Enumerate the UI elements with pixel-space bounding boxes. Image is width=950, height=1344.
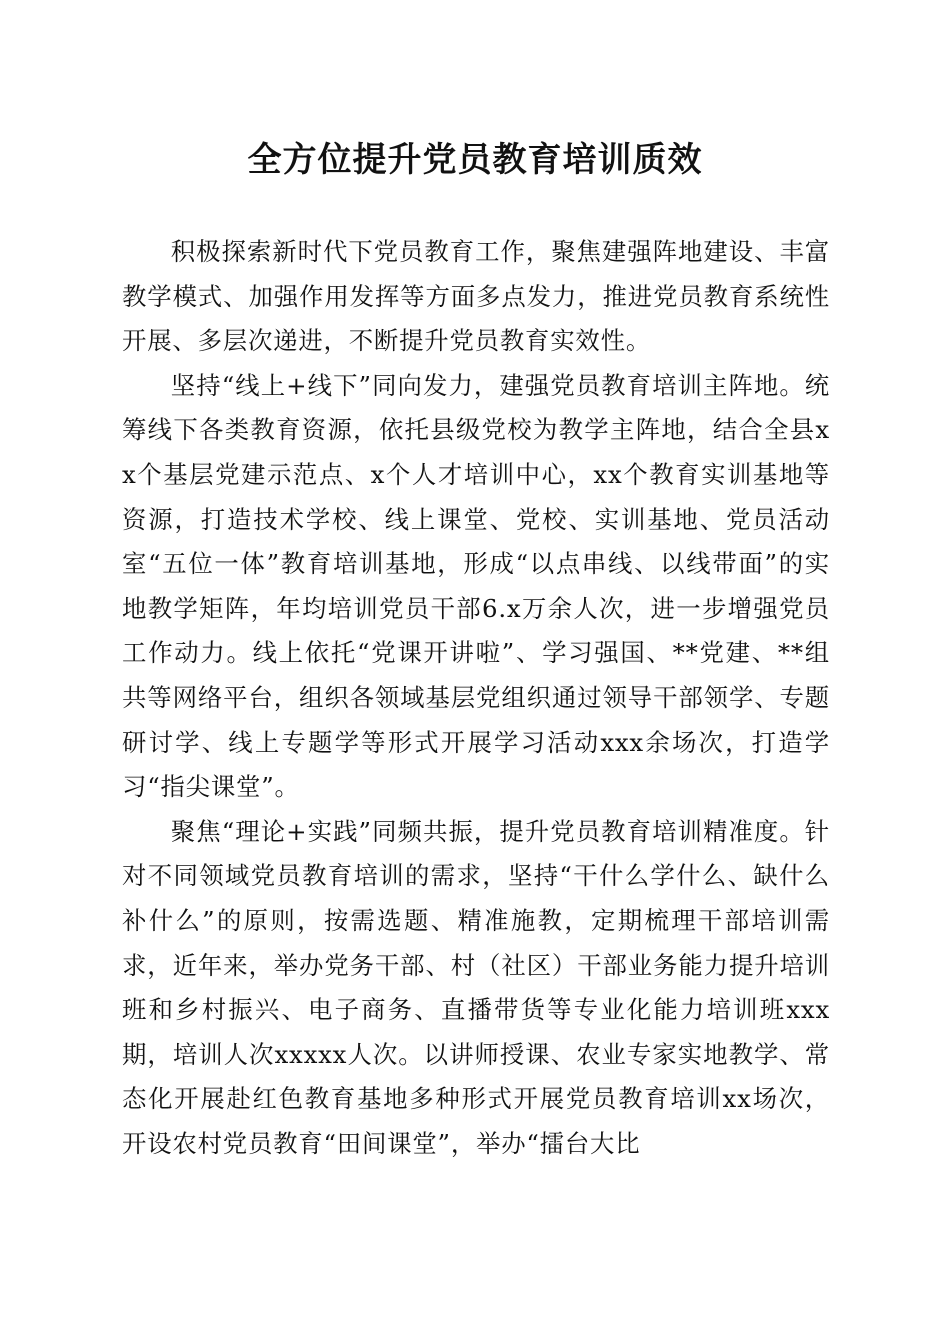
paragraph-online-offline: 坚持“线上+线下”同向发力，建强党员教育培训主阵地。统筹线下各类教育资源，依托县级党校为教学主阵地，结合全县xx个基层党建示范点、x个人才培训中心，xx个教育实训基地等资源，打造技术学校、线上课堂、党校、实训基地、党员活动室“五位一体”教育培训基地，形成“以点串线、以线带面”的实地教学矩阵，年均培训党员干部6.x万余人次，进一步增强党员工作动力。线上依托“党课开讲啦”、学习强国、**党建、**组共等网络平台，组织各领域基层党组织通过领导干部领学、专题研讨学、线上专题学等形式开展学习活动xxx余场次，打造学习“指尖课堂”。 <box>122 370 830 802</box>
document-title: 全方位提升党员教育培训质效 <box>247 140 703 180</box>
document-body <box>122 230 830 1166</box>
paragraph-intro: 积极探索新时代下党员教育工作，聚焦建强阵地建设、丰富教学模式、加强作用发挥等方面多点发力，推进党员教育系统性开展、多层次递进，不断提升党员教育实效性。 <box>122 237 830 356</box>
paragraph-theory-practice: 聚焦“理论+实践”同频共振，提升党员教育培训精准度。针对不同领域党员教育培训的需求，坚持“干什么学什么、缺什么补什么”的原则，按需选题、精准施教，定期梳理干部培训需求，近年来，举办党务干部、村（社区）干部业务能力提升培训班和乡村振兴、电子商务、直播带货等专业化能力培训班xxx期，培训人次xxxxx人次。以讲师授课、农业专家实地教学、常态化开展赴红色教育基地多种形式开展党员教育培训xx场次，开设农村党员教育“田间课堂”，举办“擂台大比 <box>122 816 830 1158</box>
